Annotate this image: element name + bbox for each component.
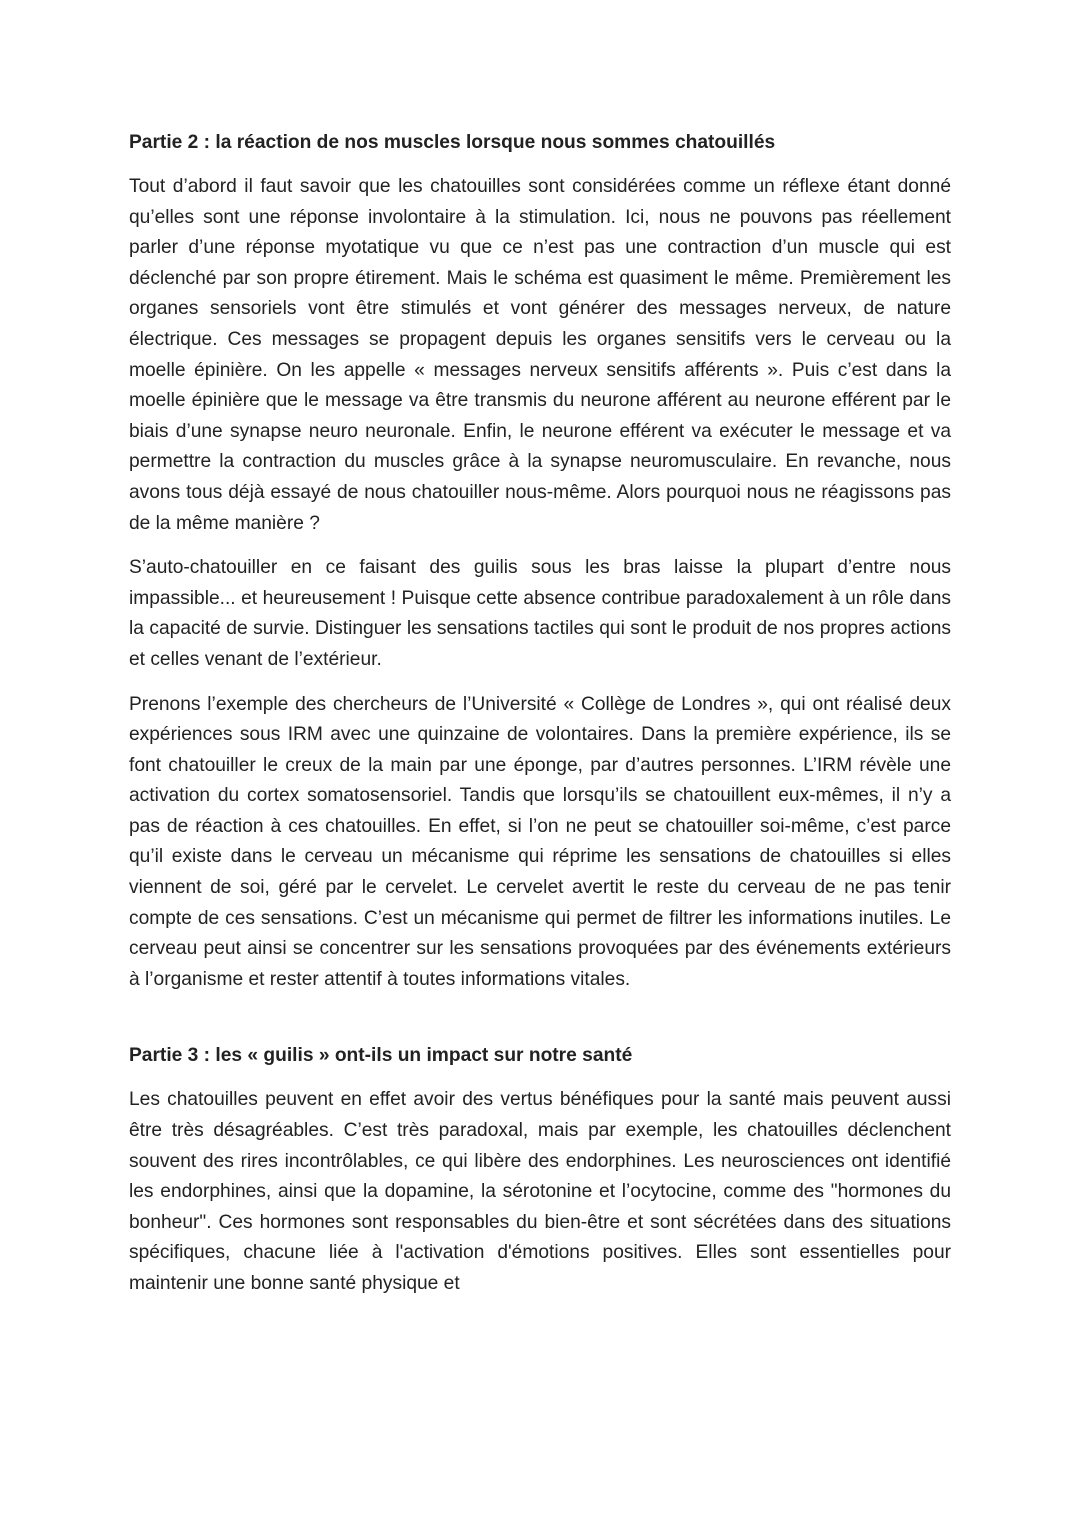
section-partie-2 [129, 128, 951, 995]
section-heading: Partie 3 : les « guilis » ont-ils un impact sur notre santé [129, 1045, 633, 1067]
paragraph: Les chatouilles peuvent en effet avoir des vertus bénéfiques pour la santé mais peuvent aussi être très désagréables. C’est très paradoxal, mais par exemple, les chatouilles déclenchent souvent des rires incontrôlables, ce qui libère des endorphines. Les neurosciences ont identifié les endorphines, ainsi que la dopamine, la sérotonine et l’ocytocine, comme des "hormones du bonheur". Ces hormones sont responsables du bien-être et sont sécrétées dans des situations spécifiques, chacune liée à l'activation d'émotions positives. Elles sont essentielles pour maintenir une bonne santé physique et [129, 1089, 951, 1294]
section-partie-3 [129, 1041, 951, 1299]
document-page [129, 128, 951, 1314]
paragraph: S’auto-chatouiller en ce faisant des guilis sous les bras laisse la plupart d’entre nous impassible... et heureusement ! Puisque cette absence contribue paradoxalement à un rôle dans la capacité de survie. Distinguer les sensations tactiles qui sont le produit de nos propres actions et celles venant de l’extérieur. [129, 557, 951, 670]
section-heading: Partie 2 : la réaction de nos muscles lorsque nous sommes chatouillés [129, 132, 776, 153]
paragraph: Prenons l’exemple des chercheurs de l’Université « Collège de Londres », qui ont réalisé deux expériences sous IRM avec une quinzaine de volontaires. Dans la première expérience, ils se font chatouiller le creux de la main par une éponge, par d’autres personnes. L’IRM révèle une activation du cortex somatosensoriel. Tandis que lorsqu’ils se chatouillent eux-mêmes, il n’y a pas de réaction à ces chatouilles. En effet, si l’on ne peut se chatouiller soi-même, c’est parce qu’il existe dans le cerveau un mécanisme qui réprime les sensations de chatouilles si elles viennent de soi, géré par le cervelet. Le cervelet avertit le reste du cerveau de ne pas tenir compte de ces sensations. C’est un mécanisme qui permet de filtrer les informations inutiles. Le cerveau peut ainsi se concentrer sur les sensations provoquées par des événements extérieurs à l’organisme et rester attentif à toutes informations vitales. [129, 693, 951, 990]
paragraph: Tout d’abord il faut savoir que les chatouilles sont considérées comme un réflexe étant donné qu’elles sont une réponse involontaire à la stimulation. Ici, nous ne pouvons pas réellement parler d’une réponse myotatique vu que ce n’est pas une contraction d’un muscle qui est déclenché par son propre étirement. Mais le schéma est quasiment le même. Premièrement les organes sensoriels vont être stimulés et vont générer des messages nerveux, de nature électrique. Ces messages se propagent depuis les organes sensitifs vers le cerveau ou la moelle épinière. On les appelle « messages nerveux sensitifs afférents ». Puis c’est dans la moelle épinière que le message va être transmis du neurone afférent au neurone efférent par le biais d’une synapse neuro neuronale. Enfin, le neurone efférent va exécuter le message et va permettre la contraction du muscles grâce à la synapse neuromusculaire. En revanche, nous avons tous déjà essayé de nous chatouiller nous-même. Alors pourquoi nous ne réagissons pas de la même manière ? [129, 176, 951, 534]
